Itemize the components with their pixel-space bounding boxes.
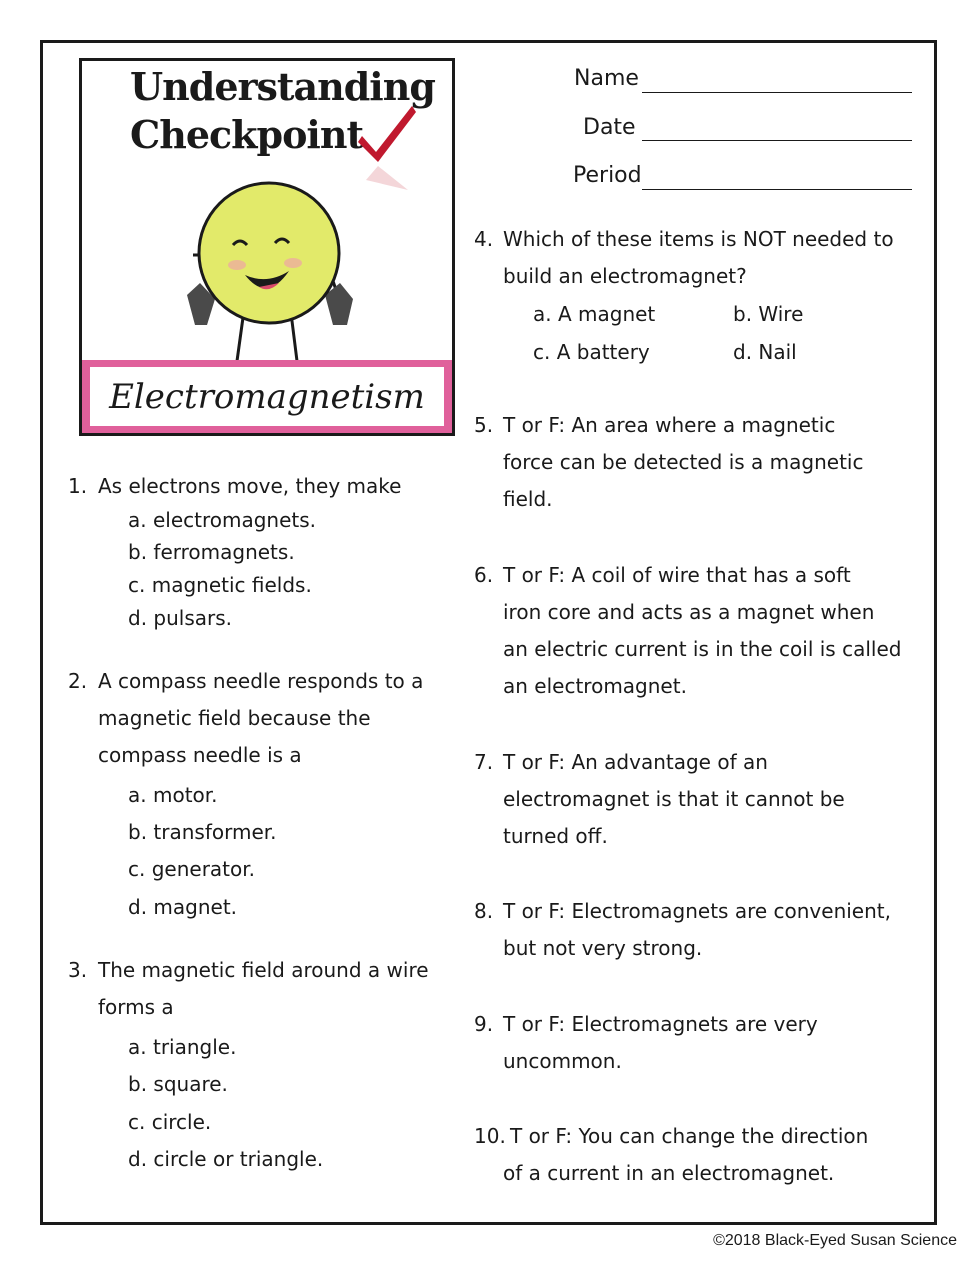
- question-10-line-2: of a current in an electromagnet.: [503, 1161, 835, 1185]
- period-field[interactable]: [642, 189, 912, 190]
- question-4-line-2: build an electromagnet?: [503, 264, 747, 288]
- date-field[interactable]: [642, 140, 912, 141]
- question-2-option-b: b. transformer.: [128, 820, 277, 844]
- question-2-line-2: magnetic field because the: [98, 706, 371, 730]
- name-field[interactable]: [642, 92, 912, 93]
- question-3-option-a: a. triangle.: [128, 1035, 237, 1059]
- question-6-line-3: an electric current is in the coil is called: [503, 637, 902, 661]
- question-7-line-1: T or F: An advantage of an: [503, 750, 768, 774]
- question-8-line-2: but not very strong.: [503, 936, 703, 960]
- topic-label: Electromagnetism: [90, 367, 444, 426]
- question-4-option-c: c. A battery: [533, 340, 650, 364]
- question-1-text: As electrons move, they make: [98, 474, 402, 498]
- question-4-option-b: b. Wire: [733, 302, 804, 326]
- question-3-option-c: c. circle.: [128, 1110, 212, 1134]
- question-3-option-d: d. circle or triangle.: [128, 1147, 324, 1171]
- question-6-line-4: an electromagnet.: [503, 674, 687, 698]
- question-9-number: 9.: [474, 1012, 494, 1036]
- question-7-line-2: electromagnet is that it cannot be: [503, 787, 845, 811]
- question-10-line-1: T or F: You can change the direction: [510, 1124, 869, 1148]
- question-1-option-c: c. magnetic fields.: [128, 573, 312, 597]
- question-4-line-1: Which of these items is NOT needed to: [503, 227, 894, 251]
- copyright-text: ©2018 Black-Eyed Susan Science: [713, 1232, 957, 1249]
- question-2-option-d: d. magnet.: [128, 895, 238, 919]
- question-3-option-b: b. square.: [128, 1072, 228, 1096]
- question-8-number: 8.: [474, 899, 494, 923]
- date-label: Date: [583, 115, 636, 140]
- question-1-option-d: d. pulsars.: [128, 606, 233, 630]
- question-7-number: 7.: [474, 750, 494, 774]
- banner-title-line2: Checkpoint: [130, 112, 364, 157]
- question-3-number: 3.: [68, 958, 88, 982]
- question-10-number: 10.: [474, 1124, 506, 1148]
- question-3-line-1: The magnetic field around a wire: [98, 958, 429, 982]
- question-5-line-2: force can be detected is a magnetic: [503, 450, 864, 474]
- question-6-number: 6.: [474, 563, 494, 587]
- question-1-option-b: b. ferromagnets.: [128, 540, 295, 564]
- question-2-line-3: compass needle is a: [98, 743, 302, 767]
- topic-box: [82, 360, 452, 433]
- question-4-option-d: d. Nail: [733, 340, 797, 364]
- question-7-line-3: turned off.: [503, 824, 608, 848]
- mascot-ball-illustration: [185, 175, 370, 365]
- question-5-line-1: T or F: An area where a magnetic: [503, 413, 836, 437]
- question-6-line-1: T or F: A coil of wire that has a soft: [503, 563, 851, 587]
- question-6-line-2: iron core and acts as a magnet when: [503, 600, 875, 624]
- question-2-number: 2.: [68, 669, 88, 693]
- question-2-option-c: c. generator.: [128, 857, 255, 881]
- question-2-option-a: a. motor.: [128, 783, 218, 807]
- question-4-option-a: a. A magnet: [533, 302, 656, 326]
- question-1-option-a: a. electromagnets.: [128, 508, 317, 532]
- question-5-line-3: field.: [503, 487, 553, 511]
- question-3-line-2: forms a: [98, 995, 174, 1019]
- question-4-number: 4.: [474, 227, 494, 251]
- period-label: Period: [573, 163, 642, 188]
- question-2-line-1: A compass needle responds to a: [98, 669, 424, 693]
- question-5-number: 5.: [474, 413, 494, 437]
- question-9-line-2: uncommon.: [503, 1049, 622, 1073]
- question-9-line-1: T or F: Electromagnets are very: [503, 1012, 818, 1036]
- name-label: Name: [574, 66, 639, 91]
- banner-title-line1: Understanding: [130, 64, 435, 109]
- question-8-line-1: T or F: Electromagnets are convenient,: [503, 899, 891, 923]
- question-1-number: 1.: [68, 474, 88, 498]
